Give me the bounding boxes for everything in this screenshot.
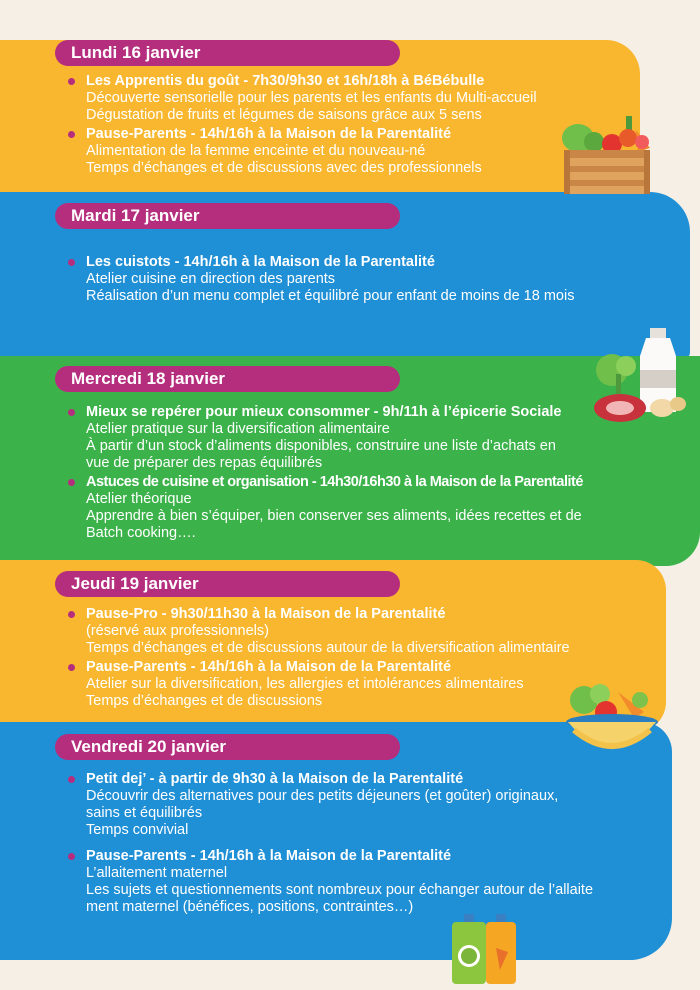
day-title-monday: Lundi 16 janvier	[55, 40, 400, 66]
event-item	[68, 659, 570, 710]
event-item	[68, 73, 537, 124]
event-detail: Atelier théorique	[86, 491, 192, 507]
event-detail: (réservé aux professionnels)	[86, 623, 269, 639]
bullet-icon	[68, 664, 75, 671]
event-title: Pause-Parents - 14h/16h à la Maison de la Parentalité	[86, 848, 452, 864]
vegetable-crate-icon	[558, 108, 658, 200]
day-title-tuesday: Mardi 17 janvier	[55, 203, 400, 229]
day-title-wednesday: Mercredi 18 janvier	[55, 366, 400, 392]
event-detail: Découvrir des alternatives pour des petits déjeuners (et goûter) originaux,	[86, 788, 559, 804]
event-detail: Dégustation de fruits et légumes de saisons grâce aux 5 sens	[86, 107, 482, 123]
event-item	[68, 254, 574, 305]
event-detail: Découverte sensorielle pour les parents et les enfants du Multi-accueil	[86, 90, 537, 106]
event-detail: Les sujets et questionnements sont nombreux pour échanger autour de l’allaite	[86, 882, 594, 898]
event-title: Mieux se repérer pour mieux consommer - 9h/11h à l’épicerie Sociale	[86, 404, 562, 420]
event-item	[68, 606, 570, 657]
salad-bowl-icon	[562, 678, 662, 764]
event-title: Petit dej’ - à partir de 9h30 à la Maison de la Parentalité	[86, 771, 464, 787]
day-events-tuesday	[68, 254, 574, 305]
event-item	[68, 404, 583, 472]
day-title-friday: Vendredi 20 janvier	[55, 734, 400, 760]
event-detail: Temps convivial	[86, 822, 189, 838]
day-title-thursday: Jeudi 19 janvier	[55, 571, 400, 597]
bullet-icon	[68, 409, 75, 416]
day-events-monday	[68, 73, 537, 177]
event-item	[68, 126, 537, 177]
bullet-icon	[68, 78, 75, 85]
event-detail: Alimentation de la femme enceinte et du nouveau-né	[86, 143, 426, 159]
day-events-friday	[68, 771, 593, 916]
event-detail: vue de préparer des repas équilibrés	[86, 455, 323, 471]
day-events-thursday	[68, 606, 570, 710]
event-detail: L’allaitement maternel	[86, 865, 228, 881]
bullet-icon	[68, 479, 75, 486]
event-detail: Atelier pratique sur la diversification alimentaire	[86, 421, 390, 437]
juice-pouch-icon	[446, 912, 522, 986]
event-detail: sains et équilibrés	[86, 805, 203, 821]
event-detail: À partir d’un stock d’aliments disponibles, construire une liste d’achats en	[86, 438, 556, 454]
day-events-wednesday	[68, 404, 583, 542]
bullet-icon	[68, 776, 75, 783]
event-item	[68, 771, 593, 839]
bullet-icon	[68, 853, 75, 860]
event-title: Pause-Parents - 14h/16h à la Maison de la Parentalité	[86, 659, 452, 675]
event-item	[68, 848, 593, 916]
event-detail: Batch cooking….	[86, 525, 196, 541]
bullet-icon	[68, 259, 75, 266]
event-title: Les Apprentis du goût - 7h30/9h30 et 16h/18h à BéBébulle	[86, 73, 485, 89]
event-title: Astuces de cuisine et organisation - 14h30/16h30 à la Maison de la Parentalité	[86, 474, 583, 490]
event-detail: ment maternel (bénéfices, positions, contraintes…)	[86, 899, 414, 915]
event-detail: Apprendre à bien s’équiper, bien conserver ses aliments, idées recettes et de	[86, 508, 582, 524]
bullet-icon	[68, 611, 75, 618]
event-detail: Temps d’échanges et de discussions autour de la diversification alimentaire	[86, 640, 570, 656]
event-title: Les cuistots - 14h/16h à la Maison de la Parentalité	[86, 254, 435, 270]
event-title: Pause-Pro - 9h30/11h30 à la Maison de la Parentalité	[86, 606, 446, 622]
event-detail: Temps d’échanges et de discussions	[86, 693, 323, 709]
event-item	[68, 474, 583, 542]
bullet-icon	[68, 131, 75, 138]
event-detail: Réalisation d’un menu complet et équilibré pour enfant de moins de 18 mois	[86, 288, 575, 304]
event-detail: Atelier sur la diversification, les allergies et intolérances alimentaires	[86, 676, 524, 692]
event-detail: Temps d’échanges et de discussions avec des professionnels	[86, 160, 482, 176]
milk-meat-vegetables-icon	[590, 326, 690, 426]
event-detail: Atelier cuisine en direction des parents	[86, 271, 336, 287]
event-title: Pause-Parents - 14h/16h à la Maison de la Parentalité	[86, 126, 452, 142]
